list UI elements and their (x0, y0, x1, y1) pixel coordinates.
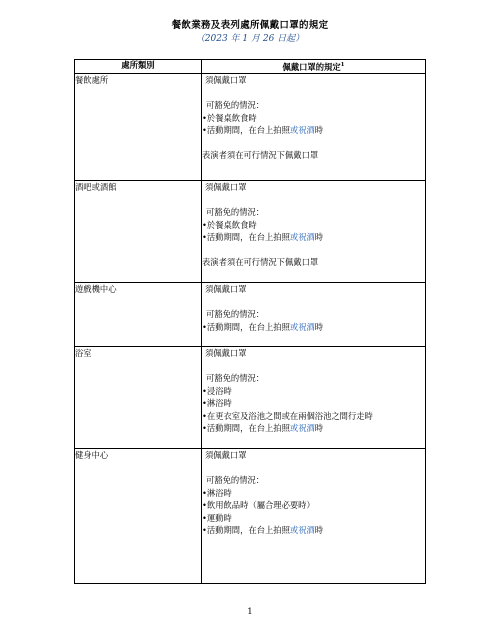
table-row (75, 282, 426, 346)
document-title: 餐飲業務及表列處所佩戴口罩的規定 (171, 20, 329, 31)
exemption-heading: 可豁免的情況： (206, 372, 265, 383)
exemption-item (202, 512, 425, 525)
venue-type-cell: 遊戲機中心 (75, 282, 202, 346)
exemption-text: 運動時 (206, 512, 232, 523)
exemption-text: 飲用飲品時（屬合理必要時） (206, 500, 315, 511)
exemption-heading: 可豁免的情況： (206, 308, 265, 319)
page-number: 1 (247, 607, 253, 617)
bullet-icon: • (202, 500, 207, 511)
exemption-text: 活動期間，在台上拍照 (206, 321, 290, 332)
bullet-icon: • (202, 232, 207, 243)
exemption-text: 於餐桌飲食時 (206, 112, 257, 123)
mask-rule-cell (202, 448, 426, 583)
bullet-icon: • (202, 321, 207, 332)
exemption-item (202, 397, 425, 410)
bullet-icon: • (202, 525, 207, 536)
bullet-icon: • (202, 112, 207, 123)
exemption-text: 淋浴時 (206, 487, 232, 498)
exemption-item (202, 231, 425, 244)
exemption-heading: 可豁免的情況： (206, 206, 265, 217)
bullet-icon: • (202, 398, 207, 409)
exemption-item (202, 124, 425, 137)
exemption-text: 活動期間，在台上拍照 (206, 525, 290, 536)
exemption-text-suffix: 時 (314, 525, 324, 536)
exemption-heading: 可豁免的情況： (206, 474, 265, 485)
exemption-text-suffix: 時 (314, 232, 324, 243)
exemption-text: 活動期間，在台上拍照 (206, 232, 290, 243)
mask-rule-cell (202, 180, 426, 282)
header-mask-rule: 佩戴口罩的規定$^1$ (202, 60, 426, 74)
exemption-text-suffix: 時 (314, 321, 324, 332)
exemption-item (202, 321, 425, 334)
mask-required-text: 須佩戴口罩 (205, 181, 247, 192)
exemption-item (202, 524, 425, 537)
exemption-item (202, 499, 425, 512)
exemption-item (202, 219, 425, 232)
exemption-text: 淋浴時 (206, 398, 232, 409)
bullet-icon: • (202, 487, 207, 498)
exemption-heading: 可豁免的情況： (206, 99, 265, 110)
mask-rule-cell (202, 346, 426, 448)
exemption-item (202, 112, 425, 125)
exemption-item (202, 487, 425, 500)
bullet-icon: • (202, 385, 207, 396)
venue-type-cell: 浴室 (75, 346, 202, 448)
exemption-item (202, 385, 425, 398)
bullet-icon: • (202, 125, 207, 136)
bullet-icon: • (202, 410, 207, 421)
exemption-text-suffix: 時 (314, 423, 324, 434)
bullet-icon: • (202, 423, 207, 434)
venue-type-cell: 健身中心 (75, 448, 202, 583)
highlighted-text: 或祝酒 (289, 232, 315, 243)
highlighted-text: 或祝酒 (289, 423, 315, 434)
venue-type-cell: 酒吧或酒館 (75, 180, 202, 282)
mask-rules-table (74, 59, 426, 584)
mask-rule-cell (202, 73, 426, 180)
document-subtitle: （2023 年 1 月 26 日起） (195, 34, 305, 44)
table-row (75, 448, 426, 583)
exemption-text: 浸浴時 (206, 385, 232, 396)
mask-rule-cell (202, 282, 426, 346)
performer-note: 表演者須在可行情況下佩戴口罩 (202, 150, 319, 161)
table-row (75, 180, 426, 282)
table-row (75, 346, 426, 448)
exemption-text-suffix: 時 (314, 125, 324, 136)
table-header-row (75, 60, 426, 74)
performer-note: 表演者須在可行情況下佩戴口罩 (202, 257, 319, 268)
bullet-icon: • (202, 512, 207, 523)
exemption-text: 於餐桌飲食時 (206, 219, 257, 230)
highlighted-text: 或祝酒 (289, 525, 315, 536)
exemption-item (202, 422, 425, 435)
mask-required-text: 須佩戴口罩 (205, 283, 247, 294)
exemption-text: 活動期間，在台上拍照 (206, 125, 290, 136)
header-venue-type: 處所類別 (75, 60, 202, 74)
highlighted-text: 或祝酒 (289, 125, 315, 136)
mask-required-text: 須佩戴口罩 (205, 347, 247, 358)
exemption-text: 活動期間，在台上拍照 (206, 423, 290, 434)
table-row (75, 73, 426, 180)
exemption-text: 在更衣室及浴池之間或在兩個浴池之間行走時 (206, 410, 373, 421)
venue-type-cell: 餐飲處所 (75, 73, 202, 180)
mask-required-text: 須佩戴口罩 (205, 74, 247, 85)
footnote-marker: 1 (340, 62, 345, 68)
exemption-item (202, 410, 425, 423)
highlighted-text: 或祝酒 (289, 321, 315, 332)
bullet-icon: • (202, 219, 207, 230)
mask-required-text: 須佩戴口罩 (205, 449, 247, 460)
